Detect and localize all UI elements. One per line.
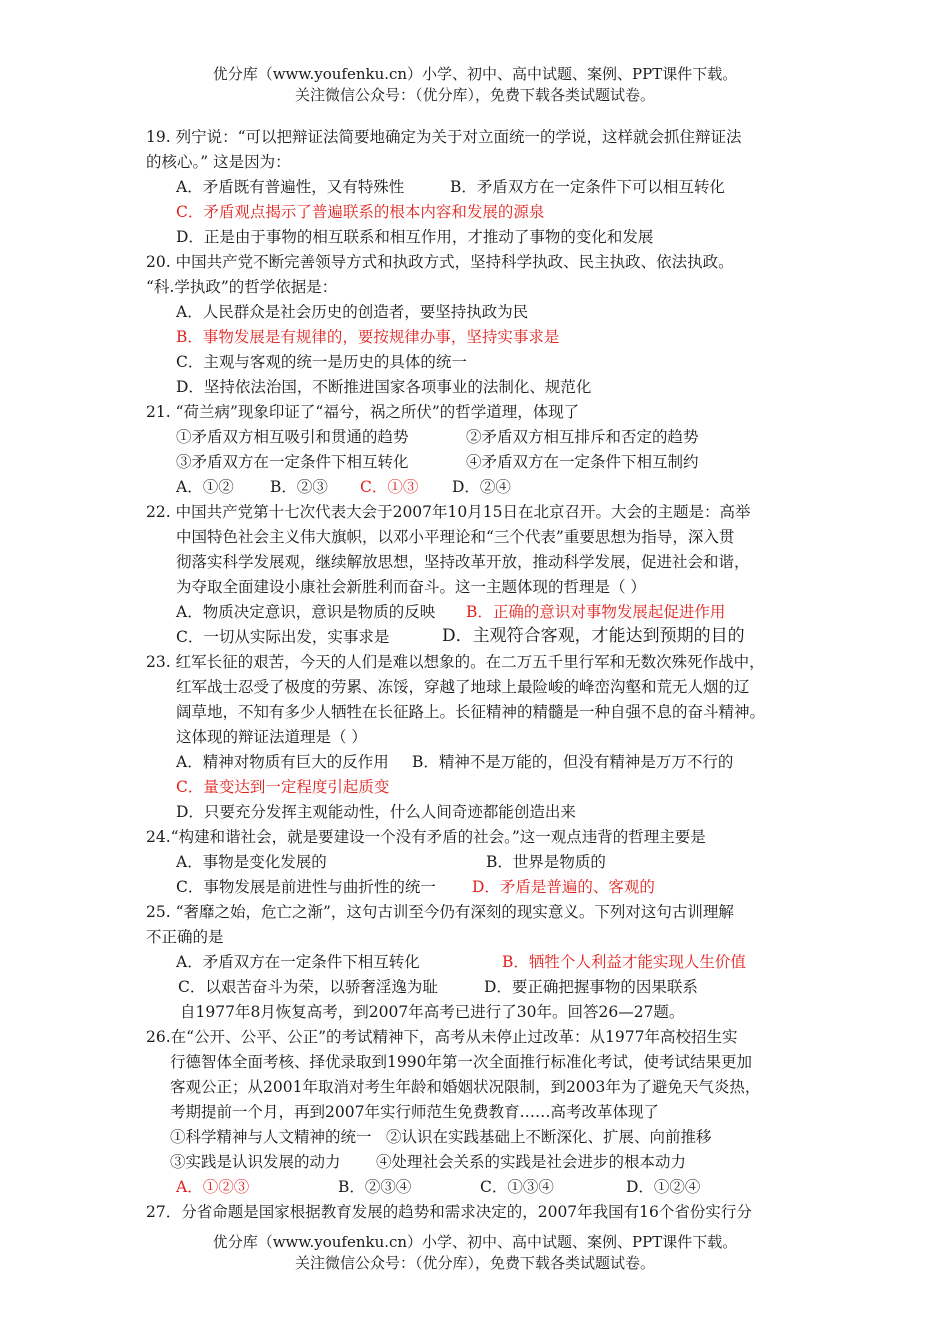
q26-item-3: ③实践是认识发展的动力 xyxy=(170,1153,341,1171)
q26-stem-3: 客观公正；从2001年取消对考生年龄和婚姻状况限制，到2003年为了避免天气炎热， xyxy=(170,1078,761,1096)
q22-option-d: D．主观符合客观，才能达到预期的目的 xyxy=(442,626,745,646)
q21-item-2: ②矛盾双方相互排斥和否定的趋势 xyxy=(466,428,699,446)
q23-option-d: D．只要充分发挥主观能动性，什么人间奇迹都能创造出来 xyxy=(176,803,576,821)
q26-option-c: C．①③④ xyxy=(480,1178,554,1196)
q26-item-4: ④处理社会关系的实践是社会进步的根本动力 xyxy=(376,1153,687,1171)
q19-option-c-answer: C．矛盾观点揭示了普遍联系的根本内容和发展的源泉 xyxy=(176,203,545,221)
q20-option-c: C．主观与客观的统一是历史的具体的统一 xyxy=(176,353,467,371)
q21-option-c-answer: C．①③ xyxy=(360,478,419,496)
q19-stem-1: 19. 列宁说：“可以把辩证法简要地确定为关于对立面统一的学说，这样就会抓住辩证法 xyxy=(146,128,742,146)
q23-stem-3: 阔草地，不知有多少人牺牲在长征路上。长征精神的精髓是一种自强不息的奋斗精神。 xyxy=(176,703,766,721)
q23-stem-4: 这体现的辩证法道理是（ ） xyxy=(176,728,367,746)
q19-stem-2: 的核心。” 这是因为： xyxy=(146,153,291,171)
q21-item-3: ③矛盾双方在一定条件下相互转化 xyxy=(176,453,409,471)
q24-option-d-answer: D．矛盾是普遍的、客观的 xyxy=(472,878,655,896)
q22-stem-2: 中国特色社会主义伟大旗帜，以邓小平理论和“三个代表”重要思想为指导，深入贯 xyxy=(176,528,735,546)
q19-option-a: A．矛盾既有普遍性，又有特殊性 xyxy=(176,178,405,196)
section-intro: 自1977年8月恢复高考，到2007年高考已进行了30年。回答26—27题。 xyxy=(180,1003,685,1021)
q22-option-b-answer: B．正确的意识对事物发展起促进作用 xyxy=(466,603,726,621)
q21-option-a: A．①② xyxy=(176,478,234,496)
q21-item-1: ①矛盾双方相互吸引和贯通的趋势 xyxy=(176,428,409,446)
q21-item-4: ④矛盾双方在一定条件下相互制约 xyxy=(466,453,699,471)
q20-option-a: A．人民群众是社会历史的创造者，要坚持执政为民 xyxy=(176,303,529,321)
q25-option-b-answer: B．牺牲个人利益才能实现人生价值 xyxy=(502,953,746,971)
footer-line-2: 关注微信公众号：（优分库），免费下载各类试题试卷。 xyxy=(294,1254,655,1272)
q26-stem-4: 考期提前一个月，再到2007年实行师范生免费教育……高考改革体现了 xyxy=(170,1103,659,1121)
q26-item-1: ①科学精神与人文精神的统一 xyxy=(170,1128,372,1146)
q25-option-c: C．以艰苦奋斗为荣，以骄奢淫逸为耻 xyxy=(178,978,438,996)
q21-option-d: D．②④ xyxy=(452,478,511,496)
header-line-1: 优分库（www.youfenku.cn）小学、初中、高中试题、案例、PPT课件下载。 xyxy=(212,65,738,83)
footer-line-1: 优分库（www.youfenku.cn）小学、初中、高中试题、案例、PPT课件下载。 xyxy=(212,1233,738,1251)
q22-stem-3: 彻落实科学发展观，继续解放思想，坚持改革开放，推动科学发展，促进社会和谐， xyxy=(176,553,750,571)
q22-stem-1: 22. 中国共产党第十七次代表大会于2007年10月15日在北京召开。大会的主题是：高举 xyxy=(146,503,751,521)
q24-option-a: A．事物是变化发展的 xyxy=(176,853,327,871)
q25-option-a: A．矛盾双方在一定条件下相互转化 xyxy=(176,953,420,971)
q22-option-c: C．一切从实际出发，实事求是 xyxy=(176,628,390,646)
q24-option-b: B．世界是物质的 xyxy=(486,853,606,871)
q26-stem-2: 行德智体全面考核、择优录取到1990年第一次全面推行标准化考试，使考试结果更加 xyxy=(170,1053,752,1071)
q26-option-a-answer: A．①②③ xyxy=(176,1178,250,1196)
q24-stem: 24.“构建和谐社会，就是要建设一个没有矛盾的社会。”这一观点违背的哲理主要是 xyxy=(146,828,706,846)
q26-option-d: D．①②④ xyxy=(626,1178,701,1196)
q19-option-d: D．正是由于事物的相互联系和相互作用，才推动了事物的变化和发展 xyxy=(176,228,654,246)
q19-option-b: B．矛盾双方在一定条件下可以相互转化 xyxy=(450,178,725,196)
q25-stem-1: 25. “奢靡之始，危亡之渐”，这句古训至今仍有深刻的现实意义。下列对这句古训理解 xyxy=(146,903,734,921)
q26-option-b: B．②③④ xyxy=(338,1178,412,1196)
q20-stem-1: 20. 中国共产党不断完善领导方式和执政方式，坚持科学执政、民主执政、依法执政。 xyxy=(146,253,734,271)
q26-stem-1: 26.在“公开、公平、公正”的考试精神下，高考从未停止过改革：从1977年高校招生实 xyxy=(146,1028,738,1046)
q23-option-a: A．精神对物质有巨大的反作用 xyxy=(176,753,389,771)
q20-stem-2: “科.学执政”的哲学依据是： xyxy=(146,278,338,296)
q26-item-2: ②认识在实践基础上不断深化、扩展、向前推移 xyxy=(386,1128,712,1146)
q22-stem-4: 为夺取全面建设小康社会新胜利而奋斗。这一主题体现的哲理是（ ） xyxy=(176,578,646,596)
q20-option-b-answer: B．事物发展是有规律的，要按规律办事，坚持实事求是 xyxy=(176,328,560,346)
q22-option-a: A．物质决定意识，意识是物质的反映 xyxy=(176,603,436,621)
q23-stem-2: 红军战士忍受了极度的劳累、冻馁，穿越了地球上最险峻的峰峦沟壑和荒无人烟的辽 xyxy=(176,678,750,696)
q27-stem-1: 27．分省命题是国家根据教育发展的趋势和需求决定的，2007年我国有16个省份实行分 xyxy=(146,1203,752,1221)
header-line-2: 关注微信公众号：（优分库），免费下载各类试题试卷。 xyxy=(294,86,655,104)
q25-stem-2: 不正确的是 xyxy=(146,928,224,946)
q21-stem: 21. “荷兰病”现象印证了“福兮，祸之所伏”的哲学道理，体现了 xyxy=(146,403,580,421)
q23-option-c-answer: C．量变达到一定程度引起质变 xyxy=(176,778,390,796)
q21-option-b: B．②③ xyxy=(270,478,328,496)
q25-option-d: D．要正确把握事物的因果联系 xyxy=(484,978,698,996)
q20-option-d: D．坚持依法治国，不断推进国家各项事业的法制化、规范化 xyxy=(176,378,592,396)
q23-stem-1: 23. 红军长征的艰苦，今天的人们是难以想象的。在二万五千里行军和无数次殊死作战中， xyxy=(146,653,765,671)
q24-option-c: C．事物发展是前进性与曲折性的统一 xyxy=(176,878,436,896)
q23-option-b: B．精神不是万能的，但没有精神是万万不行的 xyxy=(412,753,734,771)
